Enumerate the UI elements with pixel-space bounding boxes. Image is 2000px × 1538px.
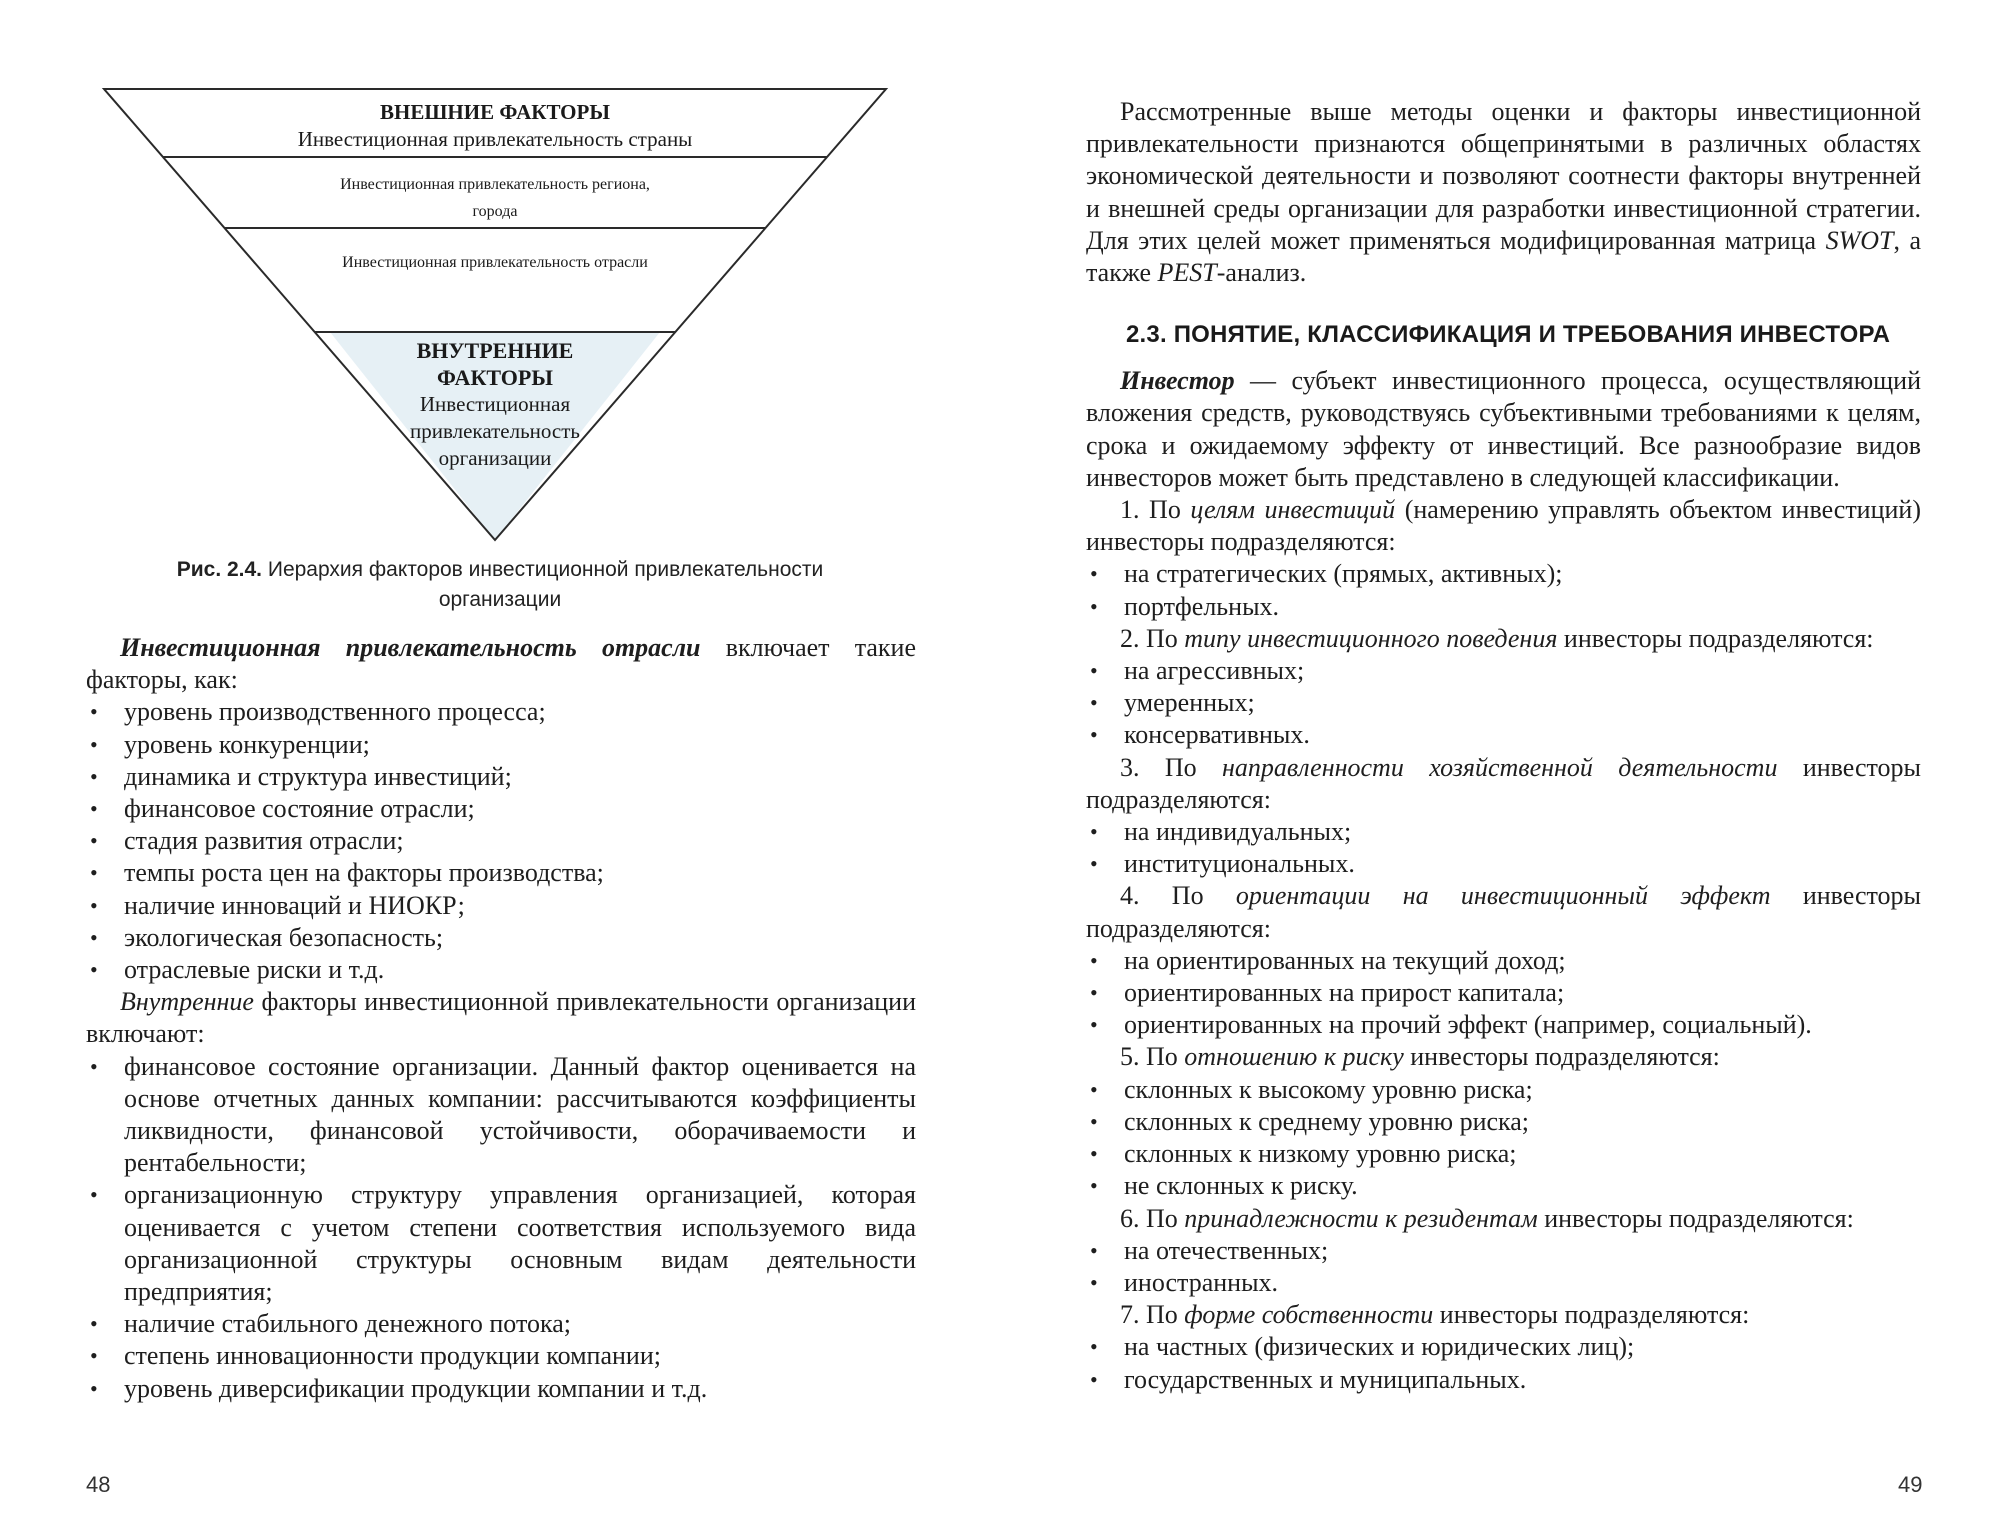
industry-factor-item: • наличие инноваций и НИОКР; <box>86 890 916 922</box>
criterion-number: 5. По <box>1120 1042 1185 1072</box>
internal-factor-item: • степень инновационности продукции компании; <box>86 1340 916 1372</box>
criterion-suffix: инвесторы подразделяются: <box>1403 1042 1720 1072</box>
industry-factor-item: • финансовое состояние отрасли; <box>86 793 916 825</box>
industry-factor-item: • уровень производственного процесса; <box>86 696 916 728</box>
classification-groups <box>1086 494 1921 1396</box>
investor-type-item: • консервативных. <box>1086 719 1921 751</box>
investor-type-item: • на ориентированных на текущий доход; <box>1086 945 1921 977</box>
industry-attractiveness-term: Инвестиционная привлекательность отрасли <box>120 633 701 662</box>
investor-types-list <box>1086 816 1921 880</box>
internal-factors-list <box>86 1051 916 1405</box>
criterion-name: ориентации на инвестиционный эффект <box>1235 881 1771 911</box>
investor-type-item: • на отечественных; <box>1086 1235 1921 1267</box>
classification-criterion-7 <box>1086 1299 1921 1331</box>
industry-factor-item: • динамика и структура инвестиций; <box>86 761 916 793</box>
page-number-left: 48 <box>86 1472 111 1497</box>
criterion-suffix: инвесторы подразделяются: <box>1086 881 1921 943</box>
criterion-suffix: инвесторы подразделяются: <box>1433 1300 1750 1330</box>
investor-type-item: • институциональных. <box>1086 848 1921 880</box>
internal-factor-item: • наличие стабильного денежного потока; <box>86 1308 916 1340</box>
industry-factors-intro <box>86 632 916 696</box>
pyramid-diagram <box>100 85 890 545</box>
investor-type-item: • на агрессивных; <box>1086 655 1921 687</box>
investor-types-list <box>1086 945 1921 1042</box>
investor-type-item: • иностранных. <box>1086 1267 1921 1299</box>
classification-criterion-3 <box>1086 752 1921 816</box>
criterion-suffix: инвесторы подразделяются: <box>1086 752 1921 814</box>
investor-type-item: • ориентированных на прочий эффект (например, социальный). <box>1086 1009 1921 1041</box>
industry-factor-item: • темпы роста цен на факторы производства; <box>86 857 916 889</box>
figure-caption <box>130 555 870 615</box>
investor-type-item: • на индивидуальных; <box>1086 816 1921 848</box>
investor-types-list <box>1086 1074 1921 1203</box>
industry-factors-list <box>86 696 916 986</box>
internal-factor-item: • организационную структуру управления организацией, которая оценивается с учетом степени соответствия используемого вида организационной структуры основным видам деятельности предприятия; <box>86 1179 916 1308</box>
investor-types-list <box>1086 1331 1921 1395</box>
industry-factor-item: • экологическая безопасность; <box>86 922 916 954</box>
factor-hierarchy-figure <box>100 85 890 545</box>
industry-factor-item: • уровень конкуренции; <box>86 729 916 761</box>
section-heading: 2.3. ПОНЯТИЕ, КЛАССИФИКАЦИЯ И ТРЕБОВАНИЯ ИНВЕСТОРА <box>1126 321 1891 349</box>
country-attractiveness-label: Инвестиционная привлекательность страны <box>297 127 693 151</box>
criterion-suffix: инвесторы подразделяются: <box>1537 1203 1854 1233</box>
investor-type-item: • склонных к низкому уровню риска; <box>1086 1138 1921 1170</box>
internal-factors-intro-rest: факторы инвестиционной привлекательности организации включают: <box>86 987 916 1049</box>
industry-attractiveness-label: Инвестиционная привлекательность отрасли <box>342 254 648 271</box>
investor-type-item: • государственных и муниципальных. <box>1086 1364 1921 1396</box>
criterion-name: отношению к риску <box>1184 1042 1404 1072</box>
criterion-name: типу инвестиционного поведения <box>1184 623 1558 653</box>
caption-label: Рис. 2.4. <box>176 558 263 581</box>
investor-types-list <box>1086 655 1921 752</box>
criterion-number: 2. По <box>1120 623 1185 653</box>
investor-type-item: • на стратегических (прямых, активных); <box>1086 558 1921 590</box>
criterion-number: 4. По <box>1120 881 1236 911</box>
criterion-number: 1. По <box>1120 495 1191 525</box>
investor-type-item: • на частных (физических и юридических лиц); <box>1086 1331 1921 1363</box>
criterion-suffix: (намерению управлять объектом инвестиций) инвесторы подразделяются: <box>1086 495 1921 557</box>
caption-text: Иерархия факторов инвестиционной привлекательности организации <box>267 558 824 611</box>
internal-factor-item: • финансовое состояние организации. Данный фактор оценивается на основе отчетных данных компании: рассчитываются коэффициенты ликвидности, финансовой устойчивости, оборачиваемости и рентабельности; <box>86 1051 916 1180</box>
investor-term: Инвестор <box>1120 366 1235 396</box>
classification-criterion-2 <box>1086 623 1921 655</box>
investor-type-item: • склонных к высокому уровню риска; <box>1086 1074 1921 1106</box>
internal-factors-title: ВНУТРЕННИЕ ФАКТОРЫ <box>416 338 574 390</box>
pest-term: PEST <box>1157 258 1217 288</box>
region-attractiveness-label: Инвестиционная привлекательность региона, города <box>340 176 650 220</box>
methods-text-1: Рассмотренные выше методы оценки и факторы инвестиционной привлекательности признаются общепринятыми в различных областях экономической деятельности и позволяют соотнести факторы внутренней и внешней среды организации для разработки инвестиционной стратегии. Для этих целей может применяться модифицированная матрица <box>1086 97 1921 255</box>
internal-factor-item: • уровень диверсификации продукции компании и т.д. <box>86 1373 916 1405</box>
level-internal-organization <box>380 337 610 472</box>
investor-types-list <box>1086 558 1921 622</box>
criterion-name: направленности хозяйственной деятельности <box>1222 752 1778 782</box>
right-page <box>1000 0 2000 1538</box>
left-body-text <box>86 632 916 1405</box>
external-factors-title: ВНЕШНИЕ ФАКТОРЫ <box>380 100 610 124</box>
investor-type-item: • не склонных к риску. <box>1086 1170 1921 1202</box>
investor-definition <box>1086 365 1921 494</box>
internal-factors-intro <box>86 986 916 1050</box>
level-external-country <box>280 99 710 153</box>
investor-type-item: • портфельных. <box>1086 591 1921 623</box>
criterion-number: 7. По <box>1120 1300 1185 1330</box>
classification-criterion-6 <box>1086 1203 1921 1235</box>
classification-criterion-4 <box>1086 880 1921 944</box>
investor-type-item: • умеренных; <box>1086 687 1921 719</box>
criterion-suffix: инвесторы подразделяются: <box>1557 623 1874 653</box>
industry-factor-item: • стадия развития отрасли; <box>86 825 916 857</box>
criterion-number: 3. По <box>1120 752 1223 782</box>
page-number-right: 49 <box>1898 1472 1923 1497</box>
investor-definition-rest: — субъект инвестиционного процесса, осуществляющий вложения средств, руководствуясь субъективными требованиями к целям, срока и ожидаемому эффекту от инвестиций. Все разнообразие видов инвесторов может быть представлено в следующей классификации. <box>1086 366 1921 492</box>
industry-factor-item: • отраслевые риски и т.д. <box>86 954 916 986</box>
methods-text-2: , а также <box>1086 225 1921 288</box>
swot-term: SWOT <box>1825 225 1894 255</box>
methods-paragraph <box>1086 96 1921 289</box>
criterion-number: 6. По <box>1120 1203 1185 1233</box>
investor-types-list <box>1086 1235 1921 1299</box>
organization-attractiveness-label: Инвестиционная привлекательность организации <box>410 392 580 470</box>
investor-type-item: • склонных к среднему уровню риска; <box>1086 1106 1921 1138</box>
internal-term: Внутренние <box>120 987 254 1017</box>
criterion-name: целям инвестиций <box>1190 495 1396 525</box>
classification-criterion-1 <box>1086 494 1921 558</box>
industry-factors-intro-rest: включает такие факторы, как: <box>86 633 917 695</box>
right-body-text <box>1086 96 1921 1396</box>
criterion-name: форме собственности <box>1184 1300 1434 1330</box>
criterion-name: принадлежности к резидентам <box>1184 1203 1538 1233</box>
classification-criterion-5 <box>1086 1041 1921 1073</box>
investor-type-item: • ориентированных на прирост капитала; <box>1086 977 1921 1009</box>
methods-text-3: -анализ. <box>1216 258 1307 288</box>
